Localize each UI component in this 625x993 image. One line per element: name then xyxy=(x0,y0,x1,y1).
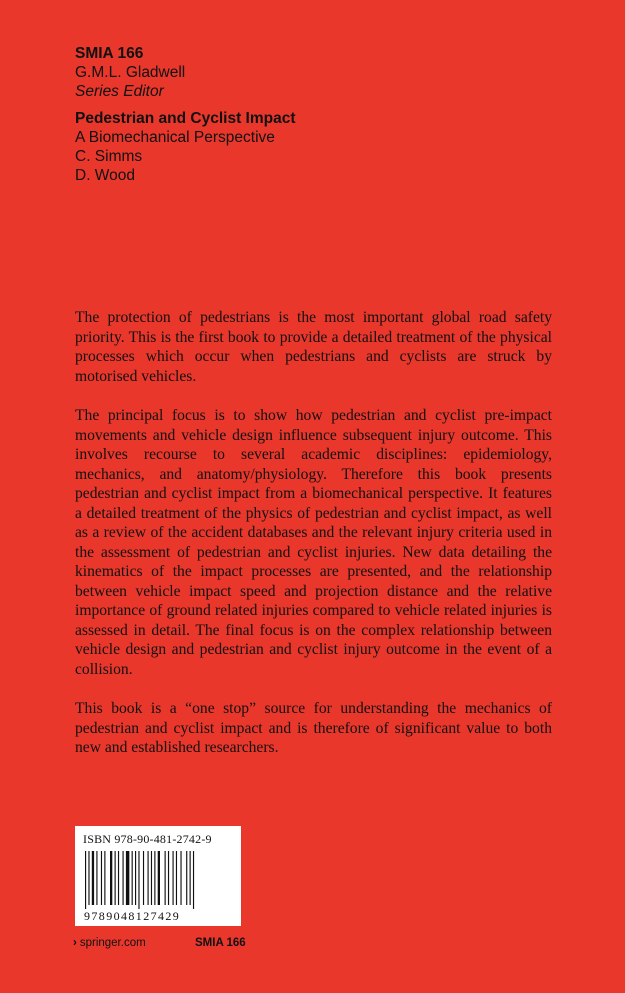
barcode-bar xyxy=(180,851,181,905)
barcode-bar xyxy=(173,851,174,905)
barcode-bar xyxy=(118,851,119,905)
series-editor-name: G.M.L. Gladwell xyxy=(75,64,186,81)
barcode-bar xyxy=(193,851,194,909)
blurb-paragraph-3: This book is a “one stop” source for understanding the mechanics of pedestrian and cyclist impact and is therefore of significant value to both new and established researchers. xyxy=(75,700,552,756)
book-title: Pedestrian and Cyclist Impact xyxy=(75,110,296,127)
barcode-bar xyxy=(101,851,102,905)
barcode-bar xyxy=(176,851,177,905)
barcode-bar xyxy=(135,851,136,905)
author-2: D. Wood xyxy=(75,167,136,184)
barcode-panel xyxy=(75,826,241,926)
barcode-bar xyxy=(123,851,124,905)
barcode-bar xyxy=(126,851,129,905)
barcode-bar xyxy=(92,851,94,905)
chevron-right-icon: › xyxy=(73,937,77,949)
barcode-bar xyxy=(143,851,144,905)
barcode-bar xyxy=(168,851,169,905)
blurb-paragraph-1: The protection of pedestrians is the most important global road safety priority. This is the first book to provide a detailed treatment of the physical processes which occur when pedestrians and cyclists are struck by motorised vehicles. xyxy=(75,309,552,385)
barcode-bar xyxy=(151,851,152,905)
barcode-bar xyxy=(96,851,97,905)
barcode-bar xyxy=(104,851,105,905)
footer-series-label: SMIA 166 xyxy=(195,937,246,949)
barcode-bar xyxy=(158,851,160,905)
barcode-bar xyxy=(190,851,191,905)
barcode-bar xyxy=(88,851,89,905)
barcode-bar xyxy=(138,851,139,909)
barcode-bar xyxy=(115,851,116,905)
barcode-bar xyxy=(165,851,166,905)
isbn-label: ISBN 978-90-481-2742-9 xyxy=(83,832,212,846)
publisher-website: springer.com xyxy=(79,937,146,949)
series-editor-role: Series Editor xyxy=(75,83,164,100)
barcode-bar xyxy=(148,851,149,905)
back-cover-blurb xyxy=(75,308,552,778)
series-header xyxy=(75,44,555,185)
book-subtitle: A Biomechanical Perspective xyxy=(75,129,275,146)
author-1: C. Simms xyxy=(75,148,143,165)
barcode-bar xyxy=(110,851,112,905)
blurb-paragraph-2: The principal focus is to show how pedestrian and cyclist pre-impact movements and vehicle design influence subsequent injury outcome. This involves recourse to several academic disciplines: epidemiology, mechanics, and anatomy/physiology. Therefore this book presents pedestrian and cyclist impact from a biomechanical perspective. It features a detailed treatment of the physics of pedestrian and cyclist impact, as well as a review of the accident databases and the relevant injury criteria used in the assessment of pedestrian and cyclist injuries. New data detailing the kinematics of the impact processes are presented, and the relationship between vehicle impact speed and projection distance and the relative importance of ground related injuries compared to vehicle related injuries is assessed in detail. The final focus is on the complex relationship between vehicle design and pedestrian and cyclist injury outcome in the event of a collision. xyxy=(75,407,552,678)
ean-digits: 9789048127429 xyxy=(84,909,181,923)
barcode-graphic xyxy=(85,851,231,909)
barcode-bar xyxy=(85,851,86,909)
barcode-bar xyxy=(132,851,133,905)
barcode-bar xyxy=(186,851,187,905)
publisher-link[interactable] xyxy=(73,937,146,949)
series-label: SMIA 166 xyxy=(75,45,144,62)
barcode-bar xyxy=(154,851,155,905)
